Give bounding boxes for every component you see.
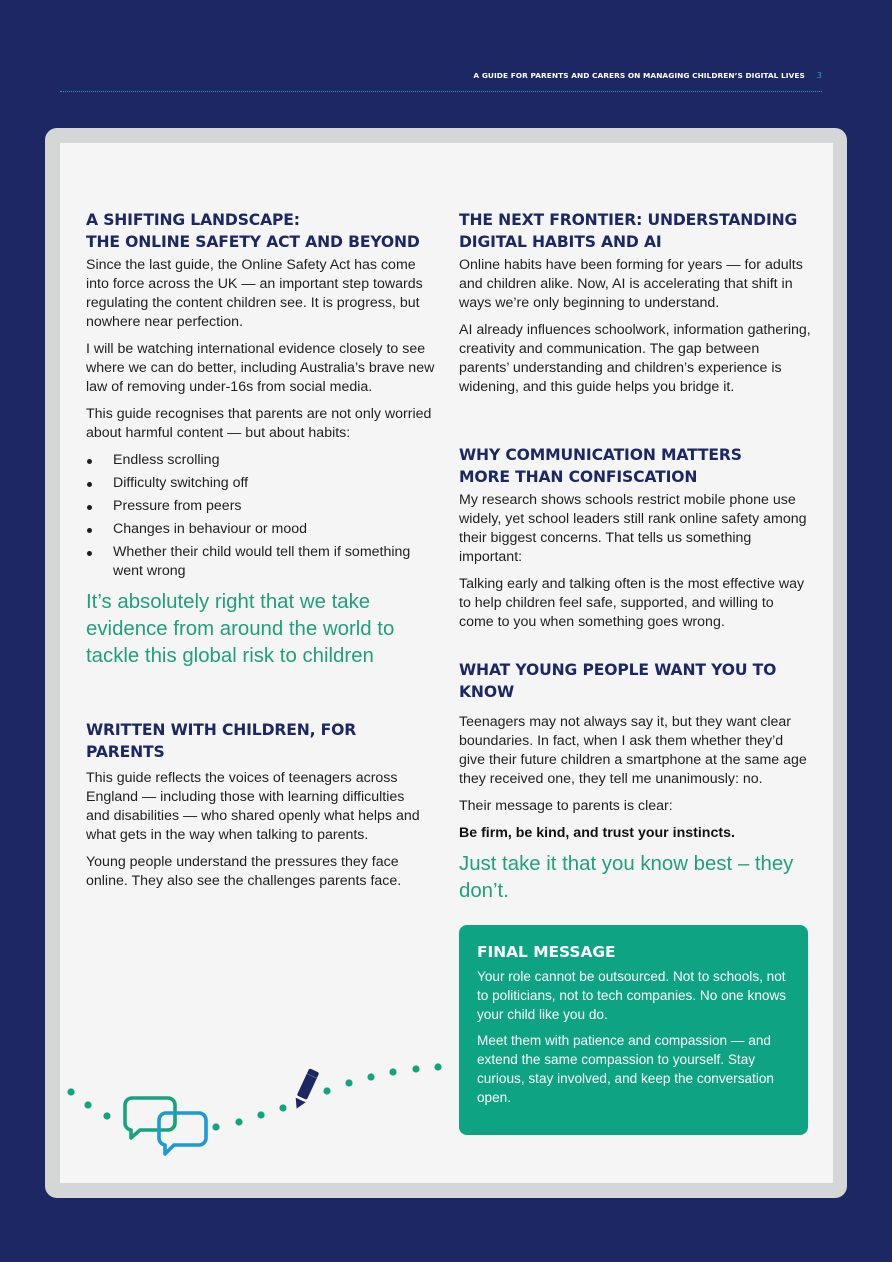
section-heading bbox=[86, 209, 436, 253]
section-heading: WHY COMMUNICATION MATTERS MORE THAN CONFISCATION bbox=[459, 446, 742, 486]
paragraph: I will be watching international evidence closely to see where we can do better, including Australia’s brave new law of removing under-16s from social media. bbox=[86, 341, 435, 395]
section-young-people-want bbox=[459, 659, 811, 905]
paragraph: Teenagers may not always say it, but they want clear boundaries. In fact, when I ask them whether they’d give their future children a smartphone at the same age they received one, they tell me unanimously: no. bbox=[459, 714, 807, 787]
path-dot bbox=[212, 1123, 219, 1130]
running-title: A GUIDE FOR PARENTS AND CARERS ON MANAGING CHILDREN’S DIGITAL LIVES bbox=[473, 71, 805, 80]
paragraph: Since the last guide, the Online Safety Act has come into force across the UK — an important step towards regulating the content children see. It is progress, but nowhere near perfection. bbox=[86, 257, 423, 330]
paragraph: AI already influences schoolwork, information gathering, creativity and communication. The gap between parents’ understanding and children’s experience is widening, and this guide helps you bridge it. bbox=[459, 322, 811, 395]
path-dot bbox=[84, 1101, 91, 1108]
path-dot bbox=[323, 1087, 330, 1094]
paragraph: My research shows schools restrict mobile phone use widely, yet school leaders still rank online safety among their biggest concerns. That tells us something important: bbox=[459, 492, 807, 565]
conversation-illustration bbox=[60, 1043, 460, 1183]
header-dotted-rule bbox=[60, 91, 822, 92]
list-item: Whether their child would tell them if something went wrong bbox=[86, 543, 436, 581]
habits-list bbox=[86, 451, 436, 581]
path-dot bbox=[367, 1073, 374, 1080]
section-communication-matters bbox=[459, 444, 811, 632]
path-dot bbox=[434, 1063, 441, 1070]
paragraph: Their message to parents is clear: bbox=[459, 798, 673, 814]
heading-line-1: A SHIFTING LANDSCAPE: bbox=[86, 211, 300, 229]
path-dot bbox=[103, 1112, 110, 1119]
list-item: Changes in behaviour or mood bbox=[86, 520, 436, 539]
paragraph: Talking early and talking often is the most effective way to help children feel safe, supported, and willing to come to you when something goes wrong. bbox=[459, 576, 805, 630]
path-dot bbox=[345, 1079, 352, 1086]
paragraph: Meet them with patience and compassion — and extend the same compassion to yourself. Stay curious, stay involved, and keep the conversation open. bbox=[477, 1033, 774, 1105]
section-heading: WHAT YOUNG PEOPLE WANT YOU TO KNOW bbox=[459, 661, 777, 701]
section-heading: WRITTEN WITH CHILDREN, FOR PARENTS bbox=[86, 721, 357, 761]
list-item: Difficulty switching off bbox=[86, 474, 436, 493]
list-item: Endless scrolling bbox=[86, 451, 436, 470]
pull-quote: Just take it that you know best – they don’t. bbox=[459, 853, 794, 902]
section-heading: THE NEXT FRONTIER: UNDERSTANDING DIGITAL HABITS AND AI bbox=[459, 211, 798, 251]
paragraph: Online habits have been forming for years — for adults and children alike. Now, AI is accelerating that shift in ways we’re only beginning to understand. bbox=[459, 257, 803, 311]
path-dot bbox=[257, 1111, 264, 1118]
final-message-box bbox=[459, 925, 808, 1135]
paragraph: Your role cannot be outsourced. Not to schools, not to politicians, not to tech companies. No one knows your child like you do. bbox=[477, 969, 787, 1022]
path-dot bbox=[389, 1068, 396, 1075]
final-message-heading: FINAL MESSAGE bbox=[477, 943, 616, 961]
section-next-frontier bbox=[459, 209, 811, 397]
pull-quote: It’s absolutely right that we take evidence from around the world to tackle this global risk to children bbox=[86, 591, 395, 667]
path-dot bbox=[67, 1088, 74, 1095]
path-dot bbox=[235, 1118, 242, 1125]
section-shifting-landscape bbox=[86, 209, 436, 670]
paragraph: This guide recognises that parents are not only worried about harmful content — but about habits: bbox=[86, 406, 432, 441]
paragraph: Young people understand the pressures they face online. They also see the challenges parents face. bbox=[86, 854, 402, 889]
pencil-icon bbox=[292, 1068, 320, 1111]
heading-line-2: THE ONLINE SAFETY ACT AND BEYOND bbox=[86, 233, 420, 251]
paragraph: This guide reflects the voices of teenagers across England — including those with learning difficulties and disabilities — who shared openly what helps and what gets in the way when talking to parents. bbox=[86, 770, 420, 843]
section-written-with-children bbox=[86, 719, 431, 891]
key-message: Be firm, be kind, and trust your instincts. bbox=[459, 825, 735, 841]
page-number: 3 bbox=[816, 71, 822, 80]
path-dot bbox=[279, 1104, 286, 1111]
speech-bubbles-icon bbox=[125, 1098, 206, 1154]
path-dot bbox=[412, 1065, 419, 1072]
list-item: Pressure from peers bbox=[86, 497, 436, 516]
content-panel bbox=[60, 143, 833, 1183]
running-header bbox=[473, 71, 822, 80]
